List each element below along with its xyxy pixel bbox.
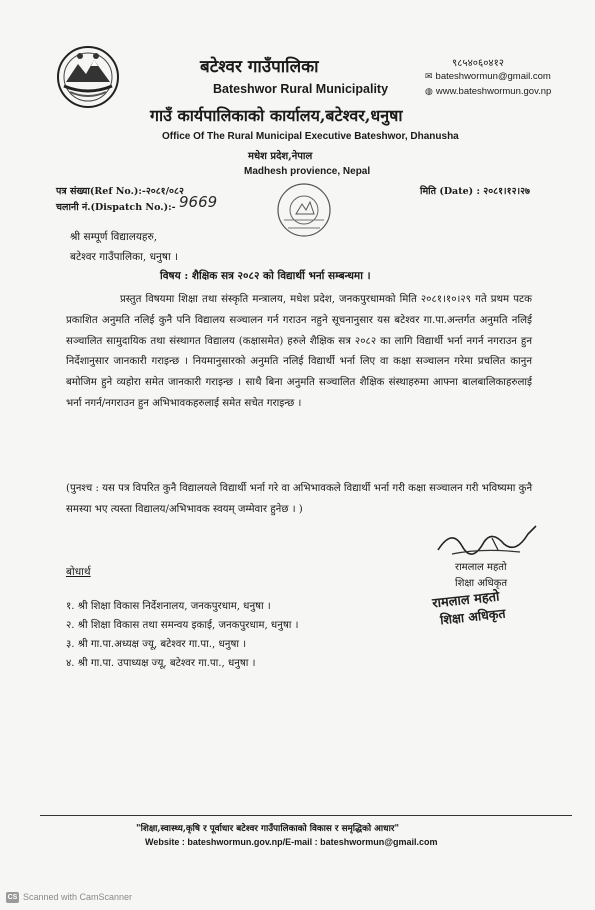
footer-contact: Website : bateshwormun.gov.np/E-mail : bateshwormun@gmail.com	[145, 837, 438, 847]
handwritten-signature	[432, 520, 542, 560]
camscanner-text: Scanned with CamScanner	[23, 892, 133, 902]
website-url: www.bateshwormun.gov.np	[435, 86, 552, 97]
email-address: bateshwormun@gmail.com	[435, 71, 551, 82]
cc-item: ४. श्री गा.पा. उपाध्यक्ष ज्यू, बटेश्वर गा.पा., धनुषा ।	[66, 658, 256, 669]
letter-body: प्रस्तुत विषयमा शिक्षा तथा संस्कृति मन्त्रालय, मधेश प्रदेश, जनकपुरधामको मिति २०८१।१०।२९ गते प्रथम पटक प्रकाशित अनुमति नलिई कुनै पनि विद्यालय सञ्चालन गर्न गराउन नहुने सूचनानुसार यस बटेश्वर गा.पा.अन्तर्गत अनुमति नलिई सञ्चालित सामुदायिक तथा संस्थागत विद्यालय (कक्षासमेत) हरुले शैक्षिक सत्र २०८२ का लागि विद्यार्थी भर्ना नगर्न नगराउन हुन निर्देशानुसार जानकारी गराइन्छ । नियमानुसारको अनुमति नलिई विद्यार्थी भर्ना लिए वा कक्षा सञ्चालन गरेमा प्रचलित कानुन बमोजिम हुने व्यहोरा समेत जानकारी गराइन्छ । साथै बिना अनुमति सञ्चालित शैक्षिक संस्थाहरुमा आफ्ना बालबालिकाहरुलाई भर्ना नगर्न/नगराउन हुन अभिभावकहरुलाई समेत सचेत गराइन्छ ।	[66, 294, 532, 409]
letter-subject: विषय : शैक्षिक सत्र २०८२ को विद्यार्थी भर्ना सम्बन्धमा ।	[160, 270, 371, 282]
signatory-stamp-title: शिक्षा अधिकृत	[439, 605, 507, 628]
postscript-note: (पुनश्च : यस पत्र विपरित कुनै विद्यालयले विद्यार्थी भर्ना गरे वा अभिभावकले विद्यार्थी भर्ना गरी कक्षा सञ्चालन गरी भविष्यमा कुनै समस्या भए त्यस्ता विद्यालय/अभिभावक स्वयम् जम्मेवार हुनेछ । )	[66, 483, 533, 515]
municipality-name-english: Bateshwor Rural Municipality	[213, 82, 389, 96]
globe-icon: ◍	[425, 86, 433, 96]
phone-number: ९८५४०६०४१२	[452, 58, 504, 69]
province-english: Madhesh provience, Nepal	[244, 166, 371, 177]
addressee-line-2: बटेश्वर गाउँपालिका, धनुषा ।	[70, 251, 178, 263]
signatory-stamp-name: रामलाल महतो	[431, 589, 501, 612]
cc-heading: बोधार्थ	[66, 566, 91, 578]
office-name-english: Office Of The Rural Municipal Executive Bateshwor, Dhanusha	[162, 131, 459, 142]
signatory-name: रामलाल महतो	[455, 562, 507, 573]
office-name-nepali: गाउँ कार्यपालिकाको कार्यालय,बटेश्वर,धनुषा	[150, 106, 403, 125]
camscanner-logo-icon: CS	[7, 894, 18, 902]
office-seal-stamp	[270, 180, 338, 244]
footer-divider	[40, 815, 572, 816]
cc-item: २. श्री शिक्षा विकास तथा समन्वय इकाई, जनकपुरधाम, धनुषा ।	[66, 620, 299, 631]
letter-date: मिति (Date) : २०८१।१२।२७	[420, 186, 530, 197]
province-nepali: मधेश प्रदेश,नेपाल	[248, 151, 313, 162]
footer-slogan: "शिक्षा,स्वास्थ्य,कृषि र पूर्वाधार बटेश्वर गाउँपालिकाको विकास र समृद्धिको आधार"	[136, 824, 400, 834]
dispatch-label: चलानी नं.(Dispatch No.):-	[56, 202, 176, 213]
addressee-line-1: श्री सम्पूर्ण विद्यालयहरु,	[70, 231, 158, 243]
website-line	[425, 86, 551, 97]
reference-number: पत्र संख्या(Ref No.):-२०८१/०८२	[56, 186, 184, 197]
municipality-name-nepali: बटेश्वर गाउँपालिका	[200, 57, 319, 77]
camscanner-watermark	[6, 892, 132, 903]
dispatch-number-handwritten: 9669	[179, 193, 218, 211]
municipality-emblem-logo	[50, 44, 126, 110]
signatory-title: शिक्षा अधिकृत	[455, 578, 508, 589]
cc-item: ३. श्री गा.पा.अध्यक्ष ज्यू, बटेश्वर गा.पा., धनुषा ।	[66, 639, 247, 650]
email-line	[425, 71, 551, 82]
envelope-icon: ✉	[425, 71, 433, 81]
cc-item: १. श्री शिक्षा विकास निर्देशनालय, जनकपुरधाम, धनुषा ।	[66, 601, 271, 612]
